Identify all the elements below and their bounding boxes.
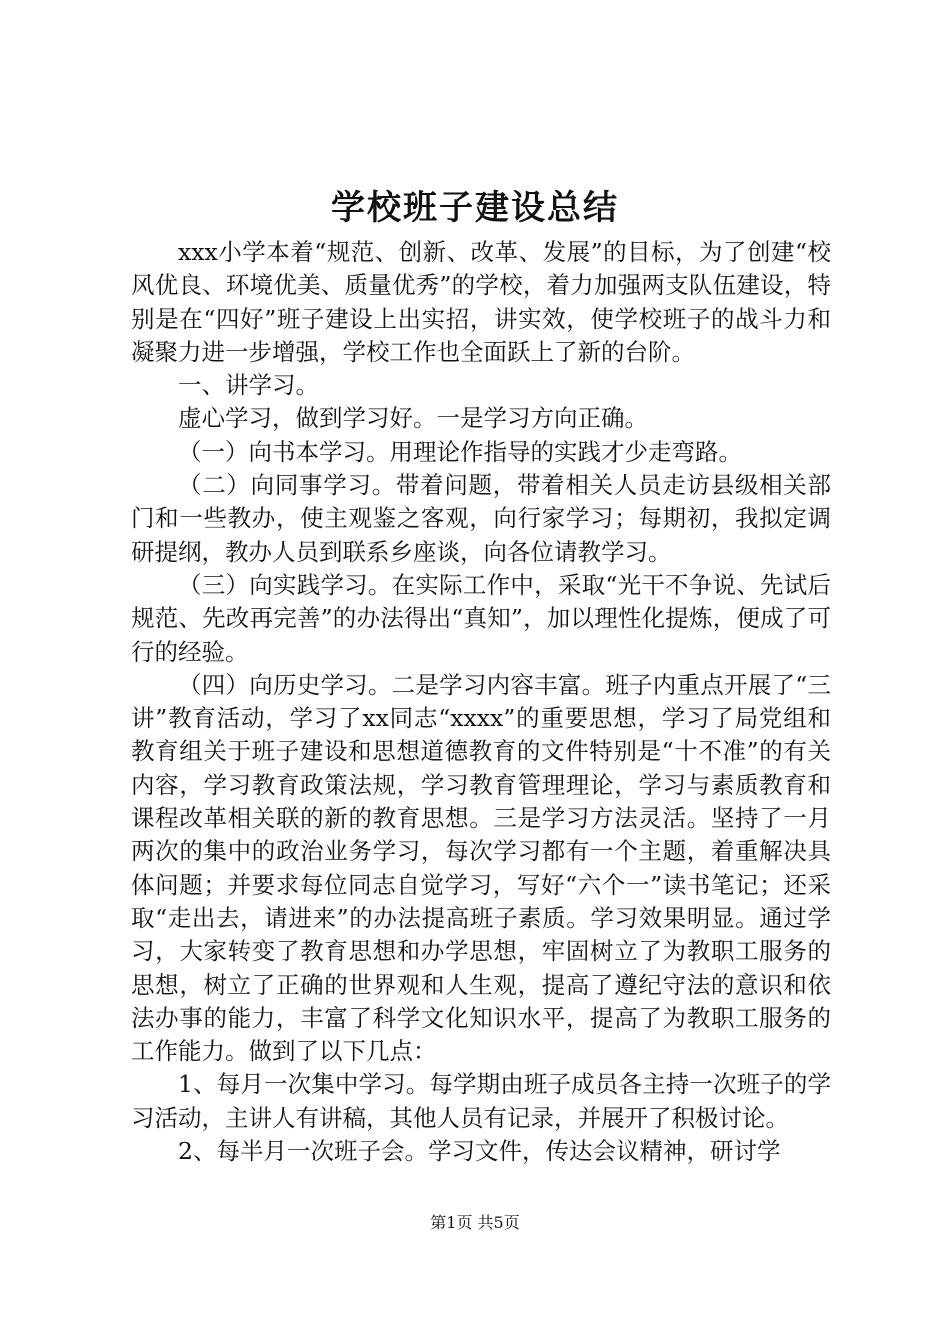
paragraph-monthly-study: 1、每月一次集中学习。每学期由班子成员各主持一次班子的学习活动，主讲人有讲稿，其他人员有记录，并展开了积极讨论。 (131, 1070, 831, 1132)
paragraph-learn-from-colleagues: （二）向同事学习。带着问题，带着相关人员走访县级相关部门和一些教办，使主观鉴之客观，向行家学习；每期初，我拟定调研提纲，教办人员到联系乡座谈，向各位请教学习。 (131, 471, 831, 566)
paragraph-humble-study: 虚心学习，做到学习好。一是学习方向正确。 (178, 404, 648, 433)
paragraph-intro: xxx小学本着“规范、创新、改革、发展”的目标，为了创建“校风优良、环境优美、质量优秀”的学校，着力加强两支队伍建设，特别是在“四好”班子建设上出实招，讲实效，使学校班子的战斗力和凝聚力进一步增强，学校工作也全面跃上了新的台阶。 (131, 238, 831, 366)
paragraph-learn-from-books: （一）向书本学习。用理论作指导的实践才少走弯路。 (178, 437, 742, 466)
section-heading-study: 一、讲学习。 (178, 371, 319, 400)
paragraph-biweekly-meeting: 2、每半月一次班子会。学习文件，传达会议精神，研讨学 (178, 1137, 781, 1166)
paragraph-learn-from-history: （四）向历史学习。二是学习内容丰富。班子内重点开展了“三讲”教育活动，学习了xx同志“xxxx”的重要思想，学习了局党组和教育组关于班子建设和思想道德教育的文件特别是“十不准”的有关内容，学习教育政策法规，学习教育管理理论，学习与素质教育和课程改革相关联的新的教育思想。三是学习方法灵活。坚持了一月两次的集中的政治业务学习，每次学习都有一个主题，着重解决具体问题；并要求每位同志自觉学习，写好“六个一”读书笔记；还采取“走出去，请进来”的办法提高班子素质。学习效果明显。通过学习，大家转变了教育思想和办学思想，牢固树立了为教职工服务的思想，树立了正确的世界观和人生观，提高了遵纪守法的意识和依法办事的能力，丰富了科学文化知识水平，提高了为教职工服务的工作能力。做到了以下几点： (131, 670, 831, 1066)
page-number-footer: 第1页 共5页 (430, 1213, 520, 1232)
document-body (131, 236, 831, 1168)
paragraph-learn-from-practice: （三）向实践学习。在实际工作中，采取“光干不争说、先试后规范、先改再完善”的办法得出“真知”，加以理性化提炼，便成了可行的经验。 (131, 570, 831, 666)
document-title: 学校班子建设总结 (331, 188, 619, 228)
